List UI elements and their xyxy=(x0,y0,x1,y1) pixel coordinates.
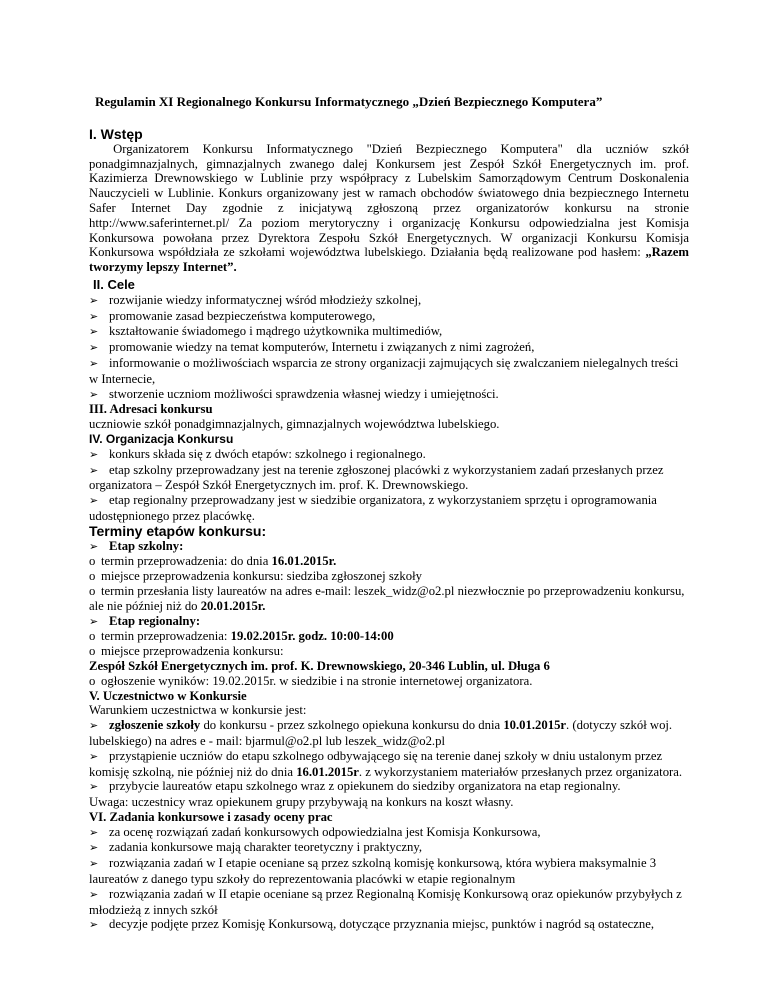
circle-bullet-icon: o xyxy=(89,644,96,659)
list-item: ➢ informowanie o możliwościach wsparcia ze strony organizacji zajmujących się zwalczaniem nielegalnych treści w Internecie, xyxy=(89,355,679,386)
intro-paragraph xyxy=(89,142,689,275)
bullet-arrow-icon: ➢ xyxy=(89,841,99,855)
bullet-arrow-icon: ➢ xyxy=(89,293,99,307)
list-item: ➢ promowanie wiedzy na temat komputerów, Internetu i związanych z nimi zagrożeń, xyxy=(89,340,535,355)
list-item: ➢ stworzenie uczniom możliwości sprawdzenia własnej wiedzy i umiejętności. xyxy=(89,386,499,401)
list-item: o termin przesłania listy laureatów na adres e-mail: leszek_widz@o2.pl niezwłocznie po przeprowadzeniu konkursu, ale nie później niż do 20.01.2015r. xyxy=(89,583,685,613)
list-item: ➢ etap szkolny przeprowadzany jest na terenie zgłoszonej placówki z wykorzystaniem zadań przesłanych przez organizatora – Zespół Szkół Energetycznych im. prof. K. Drewnowskiego. xyxy=(89,462,664,493)
bullet-arrow-icon: ➢ xyxy=(89,309,99,323)
participation-lead: Warunkiem uczestnictwa w konkursie jest: xyxy=(89,703,307,718)
section-intro xyxy=(89,127,689,275)
bullet-arrow-icon: ➢ xyxy=(89,494,99,508)
bullet-arrow-icon: ➢ xyxy=(89,749,99,763)
bullet-arrow-icon: ➢ xyxy=(89,463,99,477)
intro-text: Organizatorem Konkursu Informatycznego "Dzień Bezpiecznego Komputera" dla uczniów szkół ponadgimnazjalnych, gimnazjalnych zwanego dalej Konkursem jest Zespół Szkół Energetycznych im. prof. Kazimierza Drewnowskiego w Lublinie przy współpracy z Lubelskim Samorządowym Centrum Doskonalenia Nauczycieli w Lublinie. Konkurs organizowany jest w ramach obchodów światowego dnia bezpiecznego Internetu Safer Internet Day zgodnie z inicjatywą zgłoszoną przez organizatorów konkursu na stronie http://www.saferinternet.pl/ Za poziom merytoryczny i organizację Konkursu odpowiedzialna jest Komisja Konkursowa powołana przez Dyrektora Zespołu Szkół Energetycznych. W organizacji Konkursu Komisja Konkursowa współdziała ze szkołami województwa lubelskiego. Działania będą realizowane pod hasłem: xyxy=(89,141,689,260)
bullet-arrow-icon: ➢ xyxy=(89,780,99,794)
bullet-arrow-icon: ➢ xyxy=(89,857,99,871)
list-item: ➢ za ocenę rozwiązań zadań konkursowych odpowiedzialna jest Komisja Konkursowa, xyxy=(89,824,541,839)
school-stage-heading: Etap szkolny: xyxy=(109,538,184,553)
section-heading-intro: I. Wstęp xyxy=(89,126,143,142)
section-heading-addressees: III. Adresaci konkursu xyxy=(89,402,213,417)
bullet-arrow-icon: ➢ xyxy=(89,719,99,733)
list-item xyxy=(89,614,689,630)
section-heading-participation: V. Uczestnictwo w Konkursie xyxy=(89,688,247,703)
list-item: ➢ przystąpienie uczniów do etapu szkolnego odbywającego się na terenie danej szkoły w dniu ustalonym przez komisję szkolną, nie później niż do dnia 16.01.2015r. z wykorzystaniem materiałów przesłanych przez organizatora. xyxy=(89,748,683,779)
bullet-arrow-icon: ➢ xyxy=(89,539,99,553)
list-item: ➢ promowanie zasad bezpieczeństwa komputerowego, xyxy=(89,308,376,323)
section-heading-schedule: Terminy etapów konkursu: xyxy=(89,522,267,539)
list-item: ➢ rozwiązania zadań w II etapie oceniane są przez Regionalną Komisję Konkursową oraz opiekunów przybyłych z młodzieżą z innych szkół xyxy=(89,886,682,917)
regional-stage-heading: Etap regionalny: xyxy=(109,613,201,628)
circle-bullet-icon: o xyxy=(89,673,96,688)
list-item: ➢ etap regionalny przeprowadzany jest w siedzibie organizatora, z wykorzystaniem sprzętu i oprogramowania udostępnionego przez placówkę. xyxy=(89,493,657,523)
section-heading-organization: IV. Organizacja Konkursu xyxy=(89,431,234,446)
bullet-arrow-icon: ➢ xyxy=(89,918,99,932)
regional-address: Zespół Szkół Energetycznych im. prof. K. Drewnowskiego, 20-346 Lublin, ul. Długa 6 xyxy=(89,658,550,673)
addressees-text: uczniowie szkół ponadgimnazjalnych, gimnazjalnych województwa lubelskiego. xyxy=(89,417,500,432)
list-item: ➢ decyzje podjęte przez Komisję Konkursową, dotyczące przyznania miejsc, punktów i nagród są ostateczne, xyxy=(89,917,654,932)
list-item: o ogłoszenie wyników: 19.02.2015r. w siedzibie i na stronie internetowej organizatora. xyxy=(89,673,533,688)
section-heading-tasks: VI. Zadania konkursowe i zasady oceny prac xyxy=(89,809,333,824)
intro-slogan: „Razem tworzymy lepszy Internet”. xyxy=(89,245,689,275)
list-item: ➢ zgłoszenie szkoły do konkursu - przez szkolnego opiekuna konkursu do dnia 10.01.2015r. (dotyczy szkół woj. lubelskiego) na adres e - mail: bjarmul@o2.pl lub leszek_widz@o2.pl xyxy=(89,718,673,748)
circle-bullet-icon: o xyxy=(89,629,96,644)
list-item: o termin przeprowadzenia: do dnia 16.01.2015r. xyxy=(89,554,337,569)
bullet-arrow-icon: ➢ xyxy=(89,387,99,401)
bullet-arrow-icon: ➢ xyxy=(89,614,99,628)
list-item: ➢ rozwijanie wiedzy informatycznej wśród młodzieży szkolnej, xyxy=(89,292,422,307)
list-item: o termin przeprowadzenia: 19.02.2015r. godz. 10:00-14:00 xyxy=(89,629,394,644)
circle-bullet-icon: o xyxy=(89,569,96,584)
bullet-arrow-icon: ➢ xyxy=(89,447,99,461)
participation-note: Uwaga: uczestnicy wraz opiekunem grupy przybywają na konkurs na koszt własny. xyxy=(89,795,514,810)
bullet-arrow-icon: ➢ xyxy=(89,887,99,901)
list-item: o miejsce przeprowadzenia konkursu: xyxy=(89,644,284,659)
list-item: ➢ przybycie laureatów etapu szkolnego wraz z opiekunem do siedziby organizatora na etap regionalny. xyxy=(89,779,621,794)
bullet-arrow-icon: ➢ xyxy=(89,325,99,339)
circle-bullet-icon: o xyxy=(89,554,96,569)
list-item: ➢ konkurs składa się z dwóch etapów: szkolnego i regionalnego. xyxy=(89,446,426,461)
section-goals xyxy=(89,278,689,933)
list-item: o miejsce przeprowadzenia konkursu: siedziba zgłoszonej szkoły xyxy=(89,569,422,584)
list-item: ➢ kształtowanie świadomego i mądrego użytkownika multimediów, xyxy=(89,324,443,339)
bullet-arrow-icon: ➢ xyxy=(89,825,99,839)
bullet-arrow-icon: ➢ xyxy=(89,341,99,355)
list-item xyxy=(89,539,689,555)
section-heading-goals: II. Cele xyxy=(93,277,135,292)
list-item: ➢ rozwiązania zadań w I etapie oceniane są przez szkolną komisję konkursową, która wybiera maksymalnie 3 laureatów z danego typu szkoły do reprezentowania placówki w etapie regionalnym xyxy=(89,856,657,887)
document-title: Regulamin XI Regionalnego Konkursu Informatycznego „Dzień Bezpiecznego Komputera” xyxy=(95,94,603,109)
circle-bullet-icon: o xyxy=(89,583,96,598)
bullet-arrow-icon: ➢ xyxy=(89,356,99,370)
list-item: ➢ zadania konkursowe mają charakter teoretyczny i praktyczny, xyxy=(89,840,423,855)
